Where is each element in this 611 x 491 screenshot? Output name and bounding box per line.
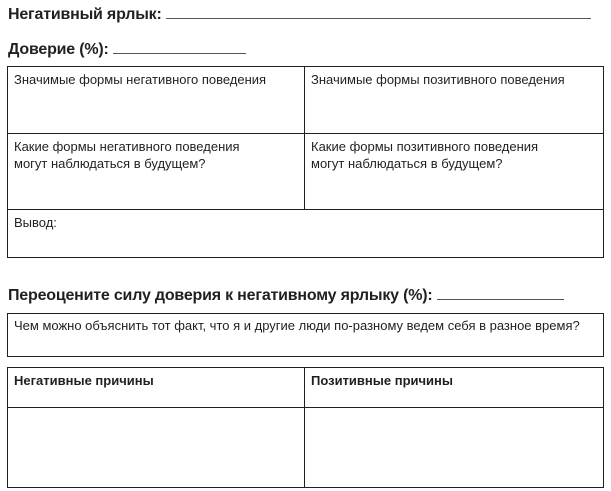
negative-label-heading — [8, 6, 591, 24]
significant-positive-label: Значимые формы позитивного поведения — [311, 72, 565, 87]
future-positive-cell[interactable] — [305, 134, 575, 209]
negative-causes-header: Негативные причины — [14, 373, 154, 388]
causes-table — [7, 367, 604, 488]
negative-causes-cell[interactable] — [8, 408, 304, 487]
positive-causes-header: Позитивные причины — [311, 373, 453, 388]
negative-label-blank[interactable] — [166, 17, 591, 19]
reassess-heading — [8, 287, 564, 305]
question-text: Чем можно объяснить тот факт, что я и другие люди по-разному ведем себя в разное время? — [14, 318, 580, 333]
future-negative-cell[interactable] — [8, 134, 278, 209]
negative-label-text: Негативный ярлык: — [8, 6, 162, 23]
conclusion-cell[interactable] — [8, 210, 603, 257]
significant-negative-label: Значимые формы негативного поведения — [14, 72, 267, 87]
behavior-table — [7, 66, 604, 258]
trust-blank[interactable] — [113, 52, 246, 54]
future-negative-label: Какие формы негативного поведения могут наблюдаться в будущем? — [14, 139, 240, 171]
trust-heading — [8, 41, 246, 59]
conclusion-label: Вывод: — [14, 215, 57, 230]
question-box — [7, 313, 604, 357]
future-positive-label: Какие формы позитивного поведения могут наблюдаться в будущем? — [311, 139, 539, 171]
significant-negative-cell[interactable] — [8, 67, 304, 133]
reassess-text: Переоцените силу доверия к негативному ярлыку (%): — [8, 287, 433, 304]
positive-causes-cell[interactable] — [305, 408, 603, 487]
reassess-blank[interactable] — [437, 298, 564, 300]
significant-positive-cell[interactable] — [305, 67, 603, 133]
trust-text: Доверие (%): — [8, 41, 109, 58]
